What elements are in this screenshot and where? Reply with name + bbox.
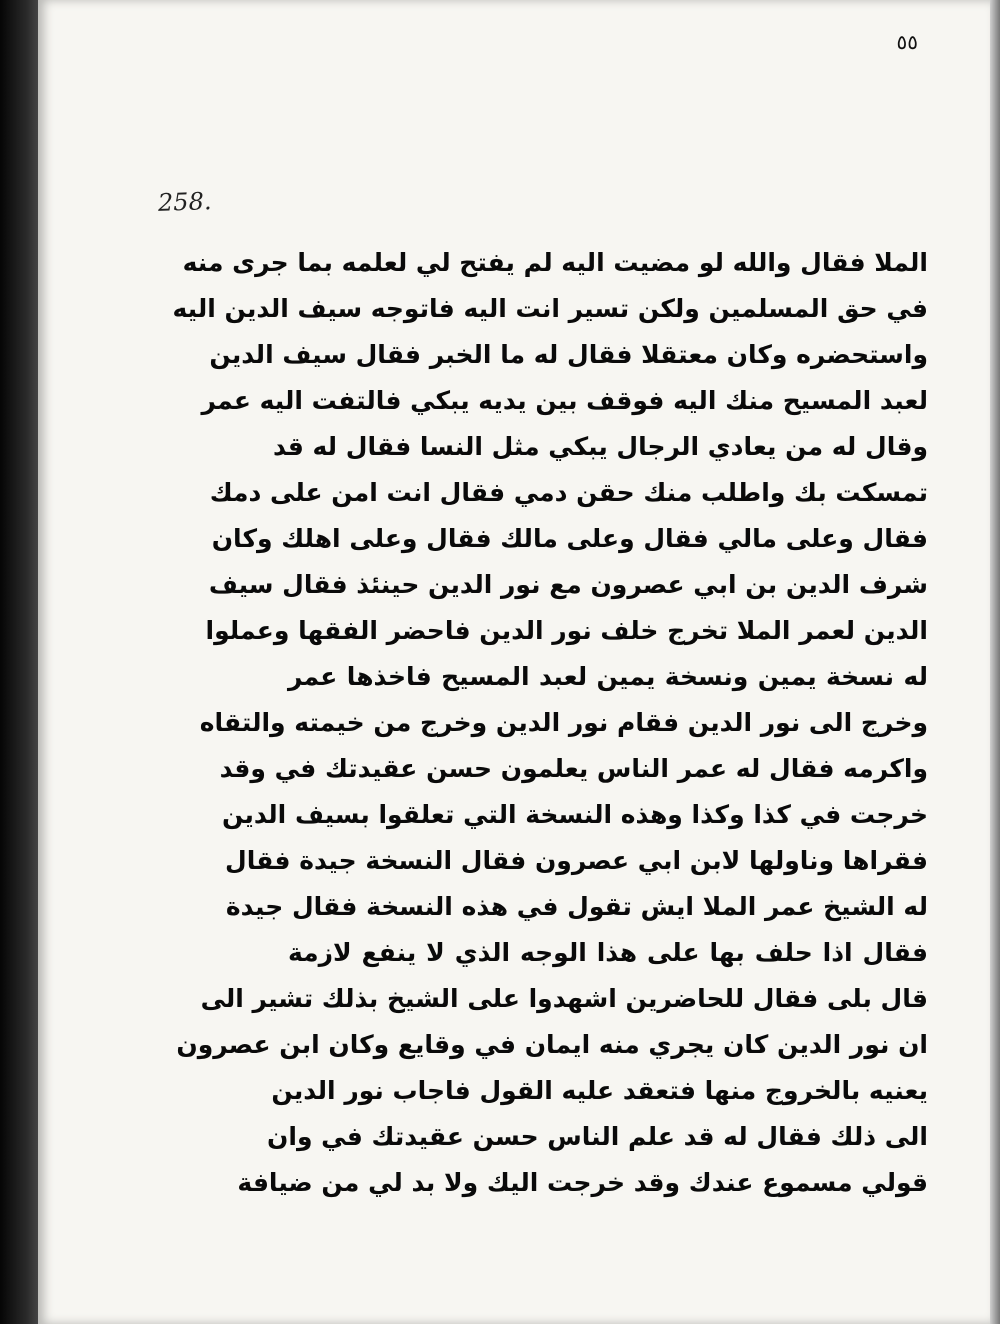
text-line: في حق المسلمين ولكن تسير انت اليه فاتوجه سيف الدين اليه [172, 294, 928, 323]
text-line: له الشيخ عمر الملا ايش تقول في هذه النسخة فقال جيدة [225, 892, 928, 921]
text-line: شرف الدين بن ابي عصرون مع نور الدين حينئذ فقال سيف [208, 570, 928, 599]
text-line: الدين لعمر الملا تخرج خلف نور الدين فاحضر الفقها وعملوا [205, 616, 928, 645]
text-line: تمسكت بك واطلب منك حقن دمي فقال انت امن على دمك [209, 478, 928, 507]
text-line: واكرمه فقال له عمر الناس يعلمون حسن عقيدتك في وقد [219, 754, 928, 783]
text-line: واستحضره وكان معتقلا فقال له ما الخبر فقال سيف الدين [209, 340, 928, 369]
text-line: قولي مسموع عندك وقد خرجت اليك ولا بد لي من ضيافة [237, 1168, 928, 1197]
manuscript-page [38, 0, 990, 1324]
text-line: فقال وعلى مالي فقال وعلى مالك فقال وعلى اهلك وكان [211, 524, 928, 553]
binding-edge [0, 0, 38, 1324]
text-line: ان نور الدين كان يجري منه ايمان في وقايع وكان ابن عصرون [176, 1030, 928, 1059]
text-line: خرجت في كذا وكذا وهذه النسخة التي تعلقوا بسيف الدين [221, 800, 928, 829]
text-line: قال بلى فقال للحاضرين اشهدوا على الشيخ بذلك تشير الى [200, 984, 928, 1013]
text-line: وخرج الى نور الدين فقام نور الدين وخرج من خيمته والتقاه [199, 708, 928, 737]
text-line: فقال اذا حلف بها على هذا الوجه الذي لا ينفع لازمة [288, 938, 928, 967]
folio-number: ٥٥ [896, 30, 918, 54]
text-line: فقراها وناولها لابن ابي عصرون فقال النسخة جيدة فقال [225, 846, 928, 875]
page-edge [990, 0, 1000, 1324]
text-block [172, 240, 928, 1206]
text-line: وقال له من يعادي الرجال يبكي مثل النسا فقال له قد [273, 432, 928, 461]
text-line: الملا فقال والله لو مضيت اليه لم يفتح لي لعلمه بما جرى منه [182, 248, 928, 277]
shelfmark-number: 258. [157, 187, 212, 217]
text-line: الى ذلك فقال له قد علم الناس حسن عقيدتك في وان [267, 1122, 928, 1151]
text-line: يعنيه بالخروج منها فتعقد عليه القول فاجاب نور الدين [271, 1076, 928, 1105]
text-line: لعبد المسيح منك اليه فوقف بين يديه يبكي فالتفت اليه عمر [201, 386, 928, 415]
text-line: له نسخة يمين ونسخة يمين لعبد المسيح فاخذها عمر [288, 662, 928, 691]
